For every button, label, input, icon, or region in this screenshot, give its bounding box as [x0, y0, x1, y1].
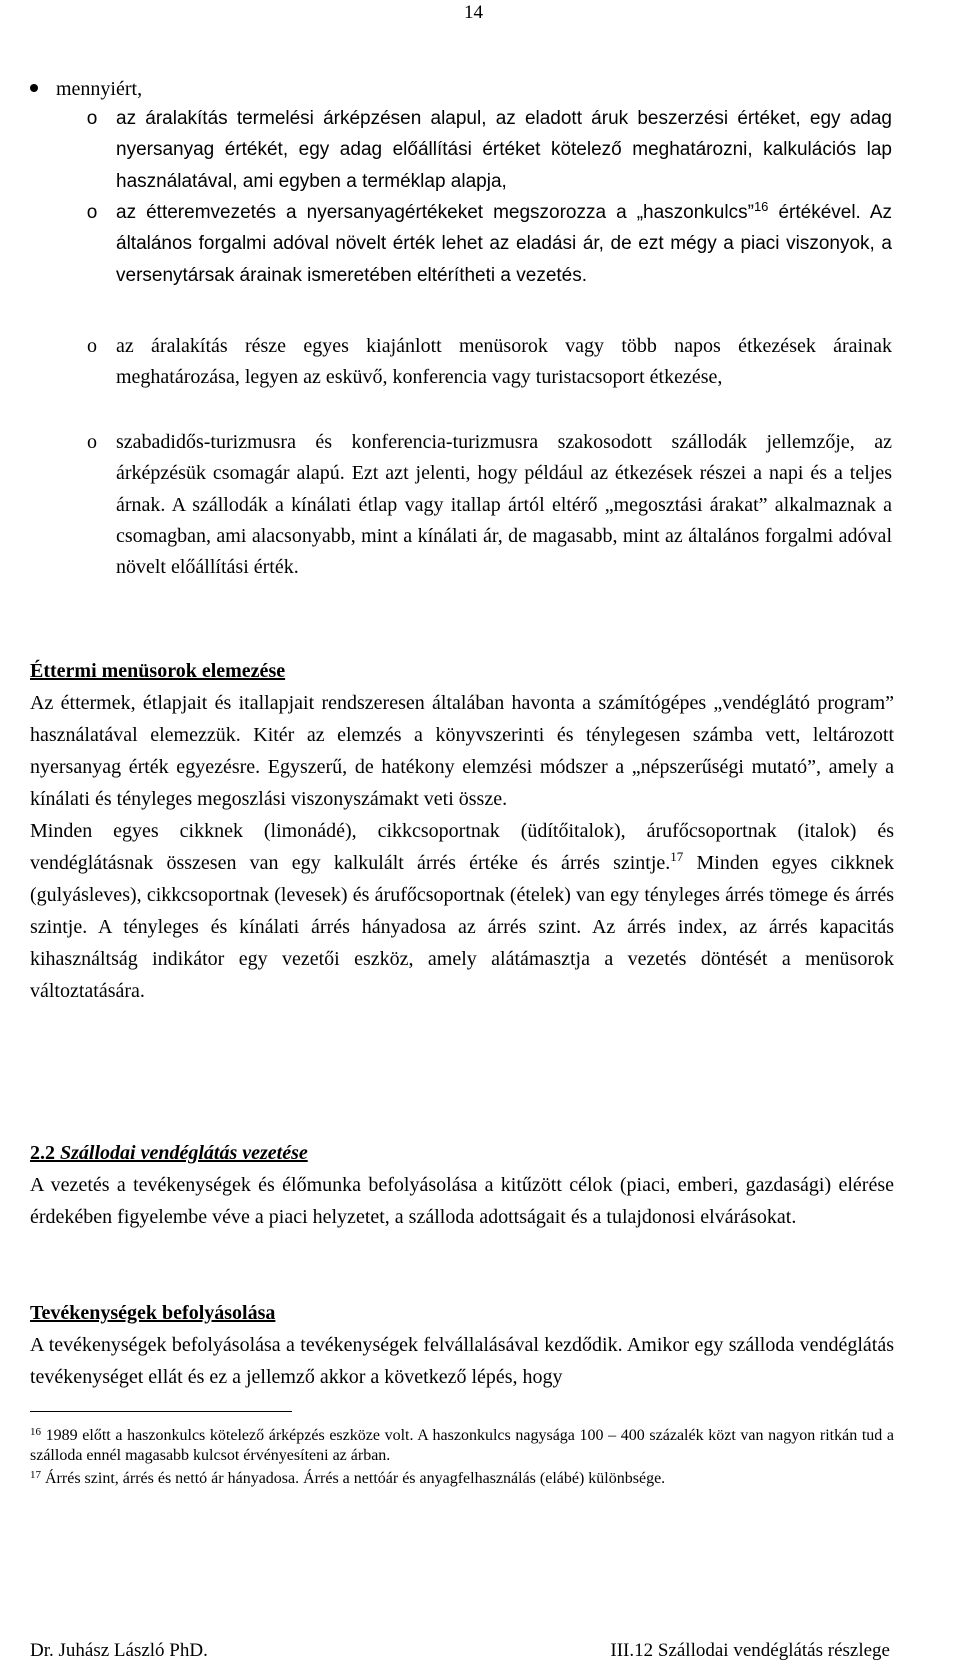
- list-marker: o: [86, 108, 98, 129]
- paragraph: A vezetés a tevékenységek és élőmunka befolyásolása a kitűzött célok (piaci, emberi, gazdasági) elérése érdekében figyelembe véve a piaci helyzetet, a szálloda adottságait és a tulajdonosi elvárásokat.: [30, 1174, 894, 1228]
- footnote-text: 1989 előtt a haszonkulcs kötelező árképzés eszköze volt. A haszonkulcs nagysága 100 – 400 százalék közt van nagyon ritkán tud a szálloda ennél magasabb kulcsot érvényesíteni az árban.: [30, 1427, 895, 1464]
- list-item-text: az étteremvezetés a nyersanyagértékeket megszorozza a „haszonkulcs”: [116, 202, 754, 223]
- list-marker: o: [87, 431, 97, 453]
- list-item: [30, 427, 892, 583]
- footnote: [30, 1426, 894, 1466]
- list-item-text: szabadidős-turizmusra és konferencia-turizmusra szakosodott szállodák jellemzője, az árképzésük csomagár alapú. Ezt azt jelenti, hogy például az étkezések részei a napi és a teljes árnak. A szállodák a kínálati étlap vagy itallap ártól eltérő „megosztási árakat” alkalmaznak a csomagban, ami alacsonyabb, mint a kínálati ár, de magasabb, mint az általános forgalmi adóval növelt előállítási érték.: [116, 431, 892, 579]
- list-item: [30, 197, 892, 291]
- footnote-divider: [30, 1411, 292, 1412]
- list-item-text: az áralakítás termelési árképzésen alapul, az eladott áruk beszerzési értéket, egy adag nyersanyag értékét, egy adag előállítási értéket kötelező meghatározni, kalkulációs lap használatával, ami egyben a terméklap alapja,: [116, 108, 892, 192]
- footer-title: III.12 Szállodai vendéglátás részlege: [610, 1640, 890, 1661]
- bullet-dot-icon: [30, 84, 38, 92]
- page-number: 14: [464, 2, 483, 23]
- list-item-text-cont: értékével. Az általános forgalmi adóval növelt érték lehet az eladási ár, de ezt mégy a piaci viszonyok, a versenytársak árainak ismeretében eltérítheti a vezetés.: [116, 202, 892, 286]
- bullet-item: [30, 78, 142, 101]
- paragraph: Az éttermek, étlapjait és itallapjait rendszeresen általában havonta a számítógépes „vendéglátó program” használatával elemezzük. Kitér az elemzés a könyvszerinti és ténylegesen számba vett, leltározott nyersanyag érték egyezésre. Egyszerű, de hatékony elemzési módszer a „népszerűségi mutató”, amely a kínálati és tényleges megoszlási viszonyszámakt veti össze.: [30, 692, 894, 810]
- section-menu-analysis: [30, 655, 894, 1007]
- footnote-text: Árrés szint, árrés és nettó ár hányadosa. Árrés a nettóár és anyagfelhasználás (elábé) különbsége.: [45, 1470, 666, 1487]
- footnote-ref-16: 16: [753, 199, 769, 214]
- section-heading: Tevékenységek befolyásolása: [30, 1302, 276, 1324]
- list-item: [30, 103, 892, 197]
- list-item: [30, 331, 892, 394]
- section-heading: Éttermi menüsorok elemezése: [30, 660, 286, 682]
- bullet-text: mennyiért,: [56, 78, 143, 100]
- section-hotel-catering: [30, 1137, 894, 1233]
- footer-author: Dr. Juhász László PhD.: [30, 1640, 208, 1661]
- paragraph: Minden egyes cikknek (limonádé), cikkcsoportnak (üdítőitalok), árufőcsoportnak (italok) és vendéglátásnak összesen van egy kalkulált árrés értéke és árrés szintje.$^{17}$ Minden egyes cikknek (gulyásleves), cikkcsoportnak (levesek) és árufőcsoportnak (ételek) van egy tényleges árrés tömege és árrés szintje. A tényleges és kínálati árrés hányadosa az árrés szint. Az árrés index, az árrés kapacitás kihasználtság indikátor egy vezetői eszköz, amely alátámasztja a vezetés döntését a menüsorok változtatására.: [30, 820, 894, 1002]
- footnote-number: 16: [30, 1426, 41, 1438]
- footnote-number: 17: [30, 1469, 41, 1481]
- list-marker: o: [87, 335, 97, 357]
- paragraph: A tevékenységek befolyásolása a tevékenységek felvállalásával kezdődik. Amikor egy szálloda vendéglátás tevékenységet ellát és ez a jellemző akkor a következő lépés, hogy: [30, 1334, 894, 1388]
- list-marker: o: [86, 202, 98, 223]
- footnote-ref-17: 17: [670, 849, 684, 864]
- list-item-text: az áralakítás része egyes kiajánlott menüsorok vagy több napos étkezések árainak meghatározása, legyen az esküvő, konferencia vagy turistacsoport étkezése,: [116, 335, 892, 389]
- section-activities: [30, 1297, 894, 1393]
- section-heading: 2.2 Szállodai vendéglátás vezetése: [30, 1142, 308, 1164]
- footnote: [30, 1469, 894, 1489]
